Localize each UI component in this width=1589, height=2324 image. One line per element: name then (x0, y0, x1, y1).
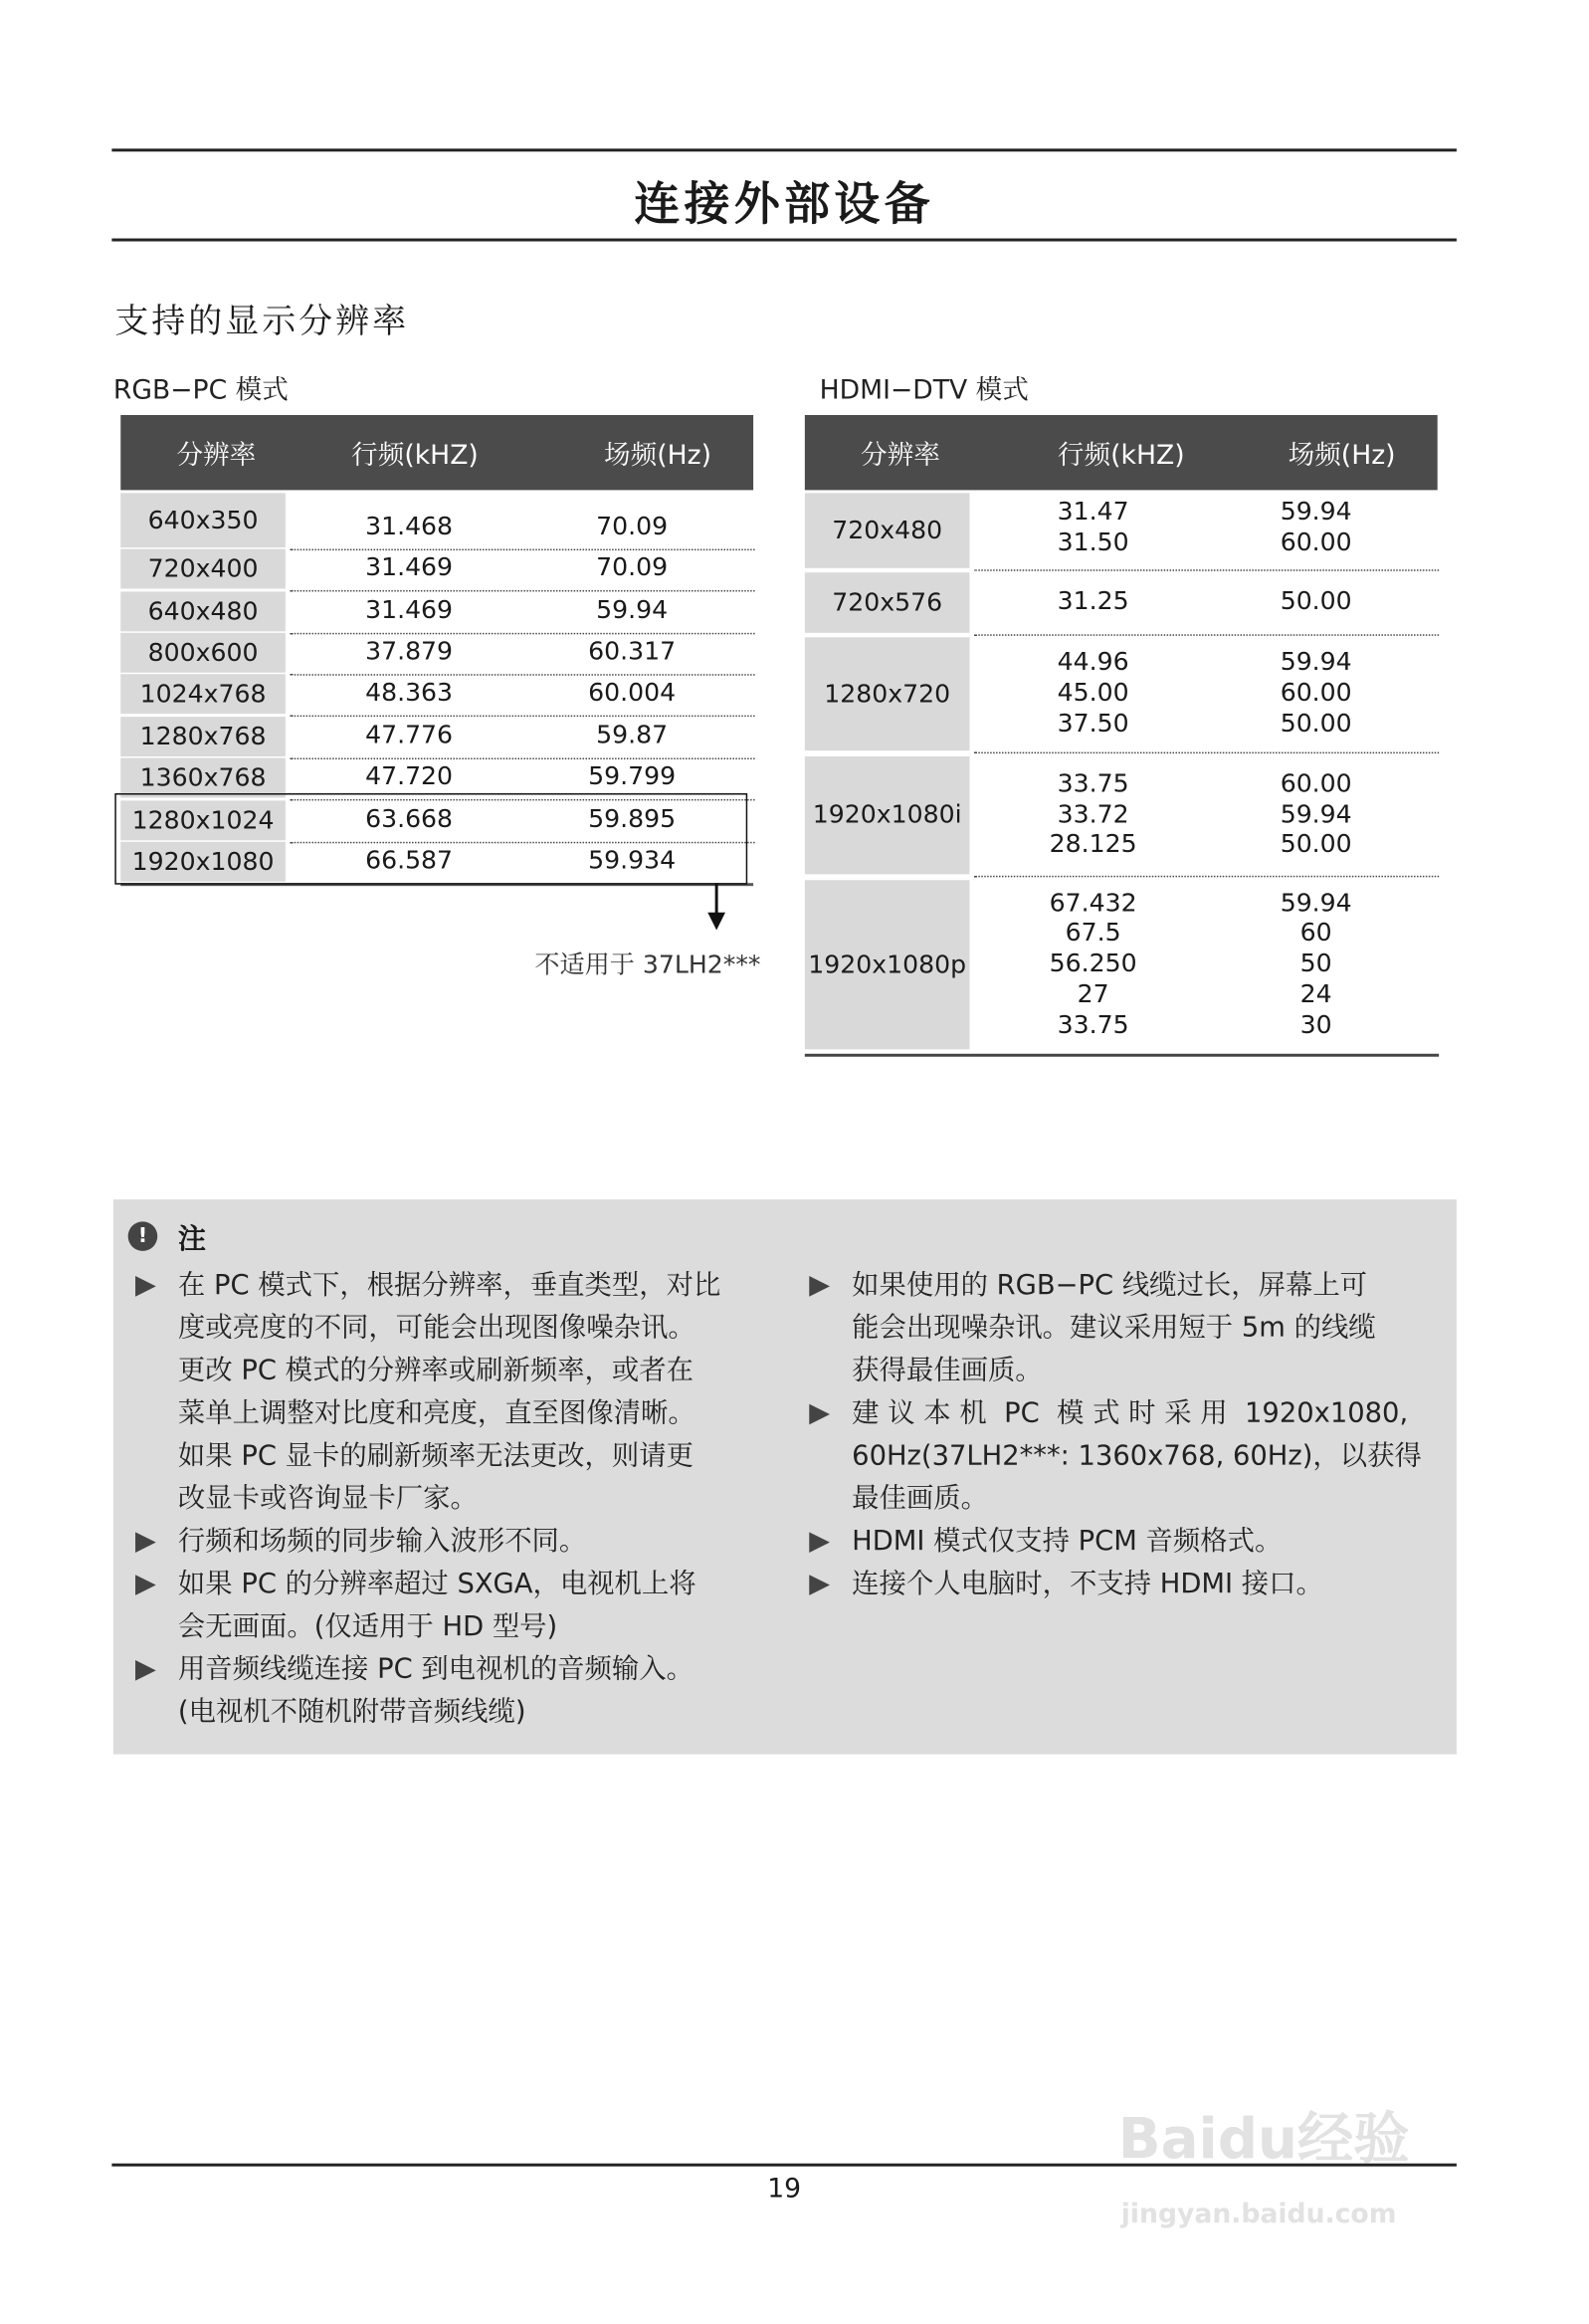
note-line: 获得最佳画质。 (852, 1355, 1043, 1386)
h-freq-cell: 31.468 (365, 512, 454, 542)
table-header (120, 415, 753, 490)
bullet-triangle-icon (809, 1276, 830, 1297)
resolution-cell (805, 572, 970, 633)
v-freq-value: 59.94 (1280, 648, 1352, 678)
h-freq-value: 56.250 (1049, 949, 1137, 979)
resolution-text: 800x600 (147, 638, 259, 668)
resolution-text: 1024x768 (139, 679, 267, 709)
resolution-text: 1920x1080 (131, 846, 275, 877)
h-freq-cell: 47.776 (365, 721, 454, 751)
header-resolution: 分辨率 (176, 440, 257, 472)
note-line: 最佳画质。 (852, 1483, 988, 1515)
note-line: 行频和场频的同步输入波形不同。 (177, 1526, 587, 1558)
note-line: HDMI 模式仅支持 PCM 音频格式。 (852, 1526, 1283, 1558)
v-freq-value: 60.00 (1280, 678, 1352, 709)
h-freq-cell (996, 889, 1190, 1041)
note-line: 建 议 本 机 PC 模 式 时 采 用 1920x1080, (852, 1397, 1409, 1429)
exclamation-icon: ! (128, 1221, 158, 1251)
note-line: 60Hz(37LH2***: 1360x768, 60Hz)，以获得 (852, 1440, 1422, 1472)
h-freq-value: 31.25 (1057, 587, 1129, 617)
resolution-text: 1920x1080p (808, 950, 967, 980)
h-freq-value: 45.00 (1057, 678, 1129, 709)
note-line: (电视机不随机附带音频线缆) (177, 1696, 526, 1728)
bullet-triangle-icon (135, 1532, 156, 1553)
v-freq-cell (1224, 587, 1408, 618)
table-row (120, 758, 756, 798)
resolution-cell (120, 591, 286, 631)
row-divider (974, 634, 1439, 635)
table-row (805, 493, 1438, 567)
v-freq-cell (1224, 498, 1408, 558)
arrow-down-icon (707, 913, 725, 931)
resolution-text: 640x350 (147, 505, 259, 535)
v-freq-value: 59.94 (1280, 888, 1352, 919)
resolution-cell (120, 493, 286, 547)
note-line: 如果 PC 显卡的刷新频率无法更改，则请更 (177, 1440, 694, 1472)
note-line: 在 PC 模式下，根据分辨率，垂直类型，对比 (177, 1270, 721, 1302)
h-freq-cell (996, 498, 1190, 558)
v-freq-value: 30 (1299, 1010, 1332, 1040)
table-row (805, 637, 1438, 750)
notes-right-column (809, 1264, 1442, 1605)
v-freq-cell: 70.09 (596, 552, 669, 583)
h-freq-value: 67.5 (1065, 919, 1121, 949)
h-freq-value: 27 (1077, 979, 1109, 1010)
v-freq-cell: 59.895 (588, 804, 677, 835)
note-item (809, 1520, 1442, 1563)
h-freq-cell (996, 587, 1190, 618)
h-freq-value: 33.75 (1057, 1010, 1129, 1040)
resolution-cell (805, 880, 970, 1049)
page-number: 19 (767, 2174, 802, 2206)
v-freq-value: 59.94 (1280, 799, 1352, 830)
bullet-triangle-icon (809, 1532, 830, 1553)
watermark-url: jingyan.baidu.com (1120, 2199, 1397, 2230)
resolution-text: 640x480 (147, 596, 259, 627)
v-freq-value: 24 (1299, 979, 1332, 1010)
resolution-text: 1920x1080i (812, 800, 962, 830)
v-freq-cell: 70.09 (596, 512, 669, 542)
h-freq-cell: 47.720 (365, 761, 454, 792)
title-rule (111, 239, 1457, 241)
note-line: 更改 PC 模式的分辨率或刷新频率，或者在 (177, 1355, 694, 1386)
h-freq-cell (996, 769, 1190, 861)
note-item (135, 1648, 783, 1734)
section-heading: 支持的显示分辨率 (114, 303, 410, 342)
v-freq-value: 59.94 (1280, 497, 1352, 528)
hdmi-dtv-mode-label: HDMI−DTV 模式 (819, 375, 1029, 407)
resolution-text: 720x400 (147, 553, 259, 584)
h-freq-value: 37.50 (1057, 709, 1129, 739)
v-freq-value: 50.00 (1280, 709, 1352, 739)
v-freq-cell (1224, 648, 1408, 739)
h-freq-cell (996, 648, 1190, 739)
h-freq-cell: 37.879 (365, 637, 454, 667)
bullet-triangle-icon (135, 1276, 156, 1297)
note-line: 能会出现噪杂讯。建议采用短于 5m 的线缆 (852, 1313, 1376, 1345)
resolution-cell (120, 549, 286, 589)
header-h-freq: 行频(kHZ) (1057, 440, 1185, 472)
v-freq-cell (1224, 769, 1408, 861)
note-line: 用音频线缆连接 PC 到电视机的音频输入。 (177, 1654, 694, 1686)
resolution-cell (805, 637, 970, 750)
table-row (120, 591, 756, 631)
v-freq-cell: 59.799 (588, 761, 677, 792)
top-rule (111, 148, 1457, 150)
note-line: 如果使用的 RGB−PC 线缆过长，屏幕上可 (852, 1270, 1368, 1302)
v-freq-cell: 59.87 (596, 721, 669, 751)
h-freq-cell: 48.363 (365, 678, 454, 709)
bullet-triangle-icon (809, 1575, 830, 1595)
v-freq-value: 60.00 (1280, 528, 1352, 557)
note-line: 菜单上调整对比度和亮度，直至图像清晰。 (177, 1397, 695, 1429)
v-freq-cell: 60.004 (588, 678, 677, 709)
h-freq-cell: 63.668 (365, 804, 454, 835)
row-divider (974, 752, 1439, 753)
h-freq-value: 28.125 (1049, 830, 1137, 861)
note-item (809, 1563, 1442, 1605)
watermark-logo: Baidu经验 (1117, 2106, 1410, 2172)
note-line: 如果 PC 的分辨率超过 SXGA，电视机上将 (177, 1569, 696, 1600)
not-applicable-note: 不适用于 37LH2*** (534, 951, 761, 980)
v-freq-cell (1224, 889, 1408, 1041)
bullet-triangle-icon (135, 1575, 156, 1595)
row-divider (974, 569, 1439, 570)
table-row (120, 633, 756, 673)
h-freq-value: 33.75 (1057, 769, 1129, 799)
table-header (805, 415, 1438, 490)
table-row (805, 756, 1438, 874)
resolution-text: 720x576 (832, 587, 943, 618)
resolution-cell (120, 633, 286, 673)
resolution-cell (120, 758, 286, 798)
h-freq-cell: 31.469 (365, 552, 454, 583)
h-freq-value: 31.47 (1057, 497, 1129, 528)
note-line: 度或亮度的不同，可能会出现图像噪杂讯。 (177, 1313, 695, 1345)
table-row (120, 717, 756, 756)
v-freq-cell: 59.94 (596, 595, 669, 626)
v-freq-value: 60.00 (1280, 769, 1352, 799)
header-v-freq: 场频(Hz) (603, 440, 711, 472)
header-resolution: 分辨率 (861, 440, 940, 472)
hdmi-table-bottom-rule (805, 1054, 1439, 1057)
header-v-freq: 场频(Hz) (1288, 440, 1396, 472)
resolution-text: 1280x768 (139, 722, 267, 751)
table-row (805, 880, 1438, 1049)
table-row (120, 493, 756, 547)
notes-panel (113, 1199, 1457, 1754)
resolution-text: 1280x1024 (131, 805, 275, 836)
h-freq-value: 67.432 (1049, 888, 1137, 919)
resolution-cell (120, 674, 286, 714)
v-freq-value: 50 (1299, 949, 1332, 979)
note-item (809, 1264, 1442, 1392)
h-freq-value: 31.50 (1057, 528, 1129, 557)
resolution-cell (805, 756, 970, 874)
note-line: 连接个人电脑时，不支持 HDMI 接口。 (852, 1569, 1323, 1600)
rgb-pc-mode-label: RGB−PC 模式 (112, 375, 289, 407)
row-divider (974, 876, 1439, 877)
not-applicable-highlight-box (114, 793, 747, 885)
bullet-triangle-icon (135, 1660, 156, 1681)
note-line: 会无画面。(仅适用于 HD 型号) (177, 1611, 558, 1643)
note-item (135, 1563, 783, 1648)
table-row (120, 674, 756, 714)
resolution-cell (120, 717, 286, 756)
resolution-text: 720x480 (832, 516, 943, 545)
v-freq-value: 60 (1299, 919, 1332, 949)
h-freq-value: 33.72 (1057, 799, 1129, 830)
header-h-freq: 行频(kHZ) (351, 440, 479, 472)
note-item (135, 1520, 783, 1563)
table-row (805, 572, 1438, 633)
h-freq-cell: 31.469 (365, 595, 454, 626)
note-item (135, 1264, 783, 1520)
hdmi-dtv-table (805, 415, 1438, 1057)
v-freq-cell: 60.317 (588, 637, 677, 667)
resolution-text: 1280x720 (824, 679, 951, 709)
page-title: 连接外部设备 (634, 177, 934, 232)
notes-title: 注 (177, 1222, 207, 1256)
resolution-text: 1360x768 (139, 762, 267, 793)
bullet-triangle-icon (809, 1404, 830, 1425)
v-freq-cell: 59.934 (588, 846, 677, 876)
v-freq-value: 50.00 (1280, 830, 1352, 861)
table-row (120, 549, 756, 589)
arrow-line (715, 883, 717, 916)
h-freq-value: 44.96 (1057, 648, 1129, 678)
note-item (809, 1392, 1442, 1521)
notes-left-column (135, 1264, 783, 1734)
v-freq-value: 50.00 (1280, 587, 1352, 617)
h-freq-cell: 66.587 (365, 846, 454, 876)
note-line: 改显卡或咨询显卡厂家。 (177, 1483, 478, 1515)
resolution-cell (805, 493, 970, 567)
